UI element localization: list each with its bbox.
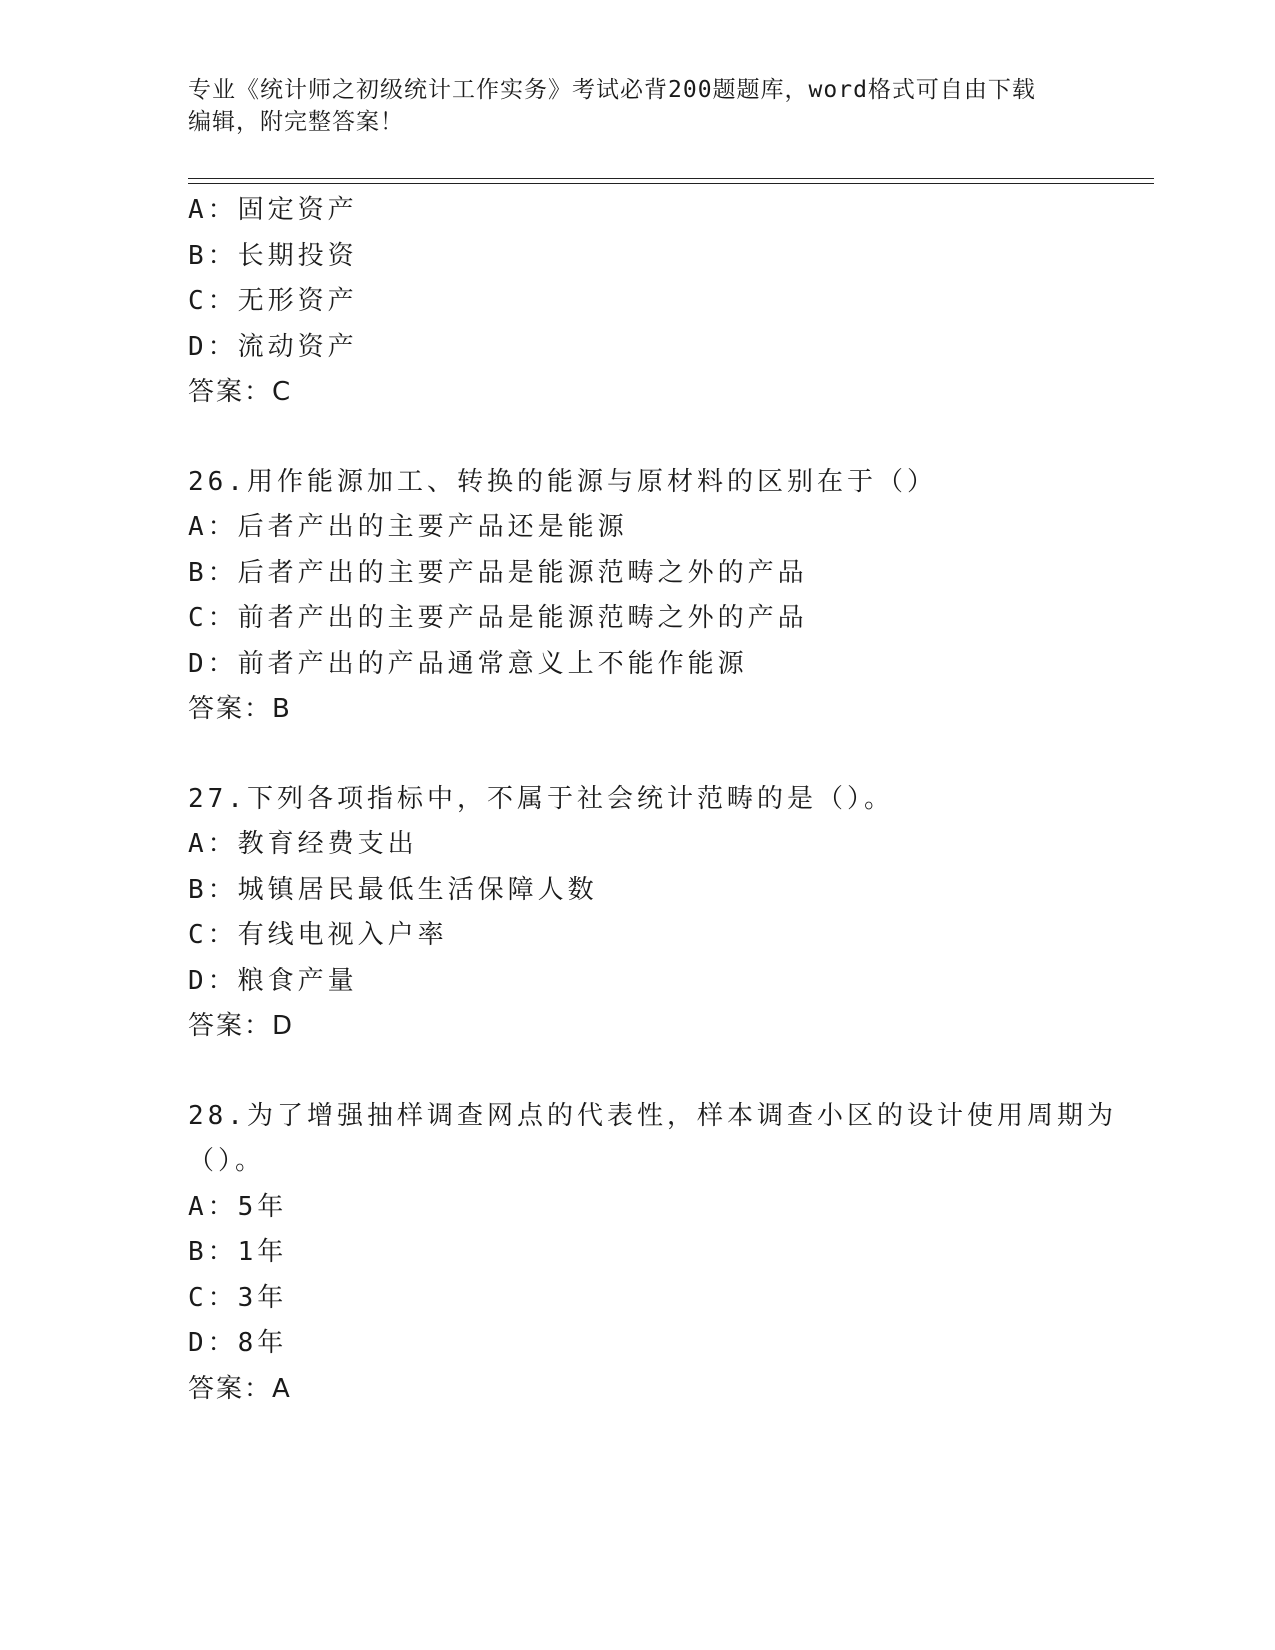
document-header (188, 74, 1088, 138)
header-divider-top (188, 178, 1154, 179)
question-block-27 (188, 777, 1148, 1050)
option-d: D：流动资产 (188, 331, 358, 362)
option-a: A：5年 (188, 1191, 288, 1222)
option-a: A：教育经费支出 (188, 829, 418, 859)
option-a: A：固定资产 (188, 195, 358, 225)
question-block-28 (188, 1094, 1148, 1413)
option-c: C：3年 (188, 1282, 288, 1313)
answer-text: 答案：C (188, 377, 293, 407)
option-d: D：8年 (188, 1328, 288, 1358)
option-b: B：后者产出的主要产品是能源范畴之外的产品 (188, 557, 808, 588)
question-stem-line-1: 28.为了增强抽样调查网点的代表性，样本调查小区的设计使用周期为 (188, 1100, 1117, 1131)
option-d: D：前者产出的产品通常意义上不能作能源 (188, 648, 748, 679)
question-block-26 (188, 460, 1148, 733)
answer-text: 答案：D (188, 1011, 295, 1041)
question-stem: 26.用作能源加工、转换的能源与原材料的区别在于（） (188, 466, 937, 497)
option-c: C：有线电视入户率 (188, 920, 448, 950)
header-divider-bottom (188, 183, 1154, 184)
option-b: B：长期投资 (188, 240, 358, 271)
question-stem-line-2: （）。 (188, 1146, 266, 1176)
answer-text: 答案：B (188, 694, 292, 724)
option-d: D：粮食产量 (188, 965, 358, 996)
header-line-2: 编辑，附完整答案！ (188, 109, 404, 135)
question-stem: 27.下列各项指标中，不属于社会统计范畴的是（）。 (188, 783, 894, 814)
option-c: C：前者产出的主要产品是能源范畴之外的产品 (188, 603, 808, 633)
header-line-1: 专业《统计师之初级统计工作实务》考试必背200题题库，word格式可自由下载 (188, 77, 1036, 103)
option-b: B：城镇居民最低生活保障人数 (188, 874, 598, 905)
answer-text: 答案：A (188, 1373, 292, 1404)
question-block-prev (188, 188, 1148, 416)
option-b: B：1年 (188, 1237, 288, 1267)
option-a: A：后者产出的主要产品还是能源 (188, 512, 628, 542)
option-c: C：无形资产 (188, 286, 358, 316)
question-list (188, 188, 1148, 1412)
